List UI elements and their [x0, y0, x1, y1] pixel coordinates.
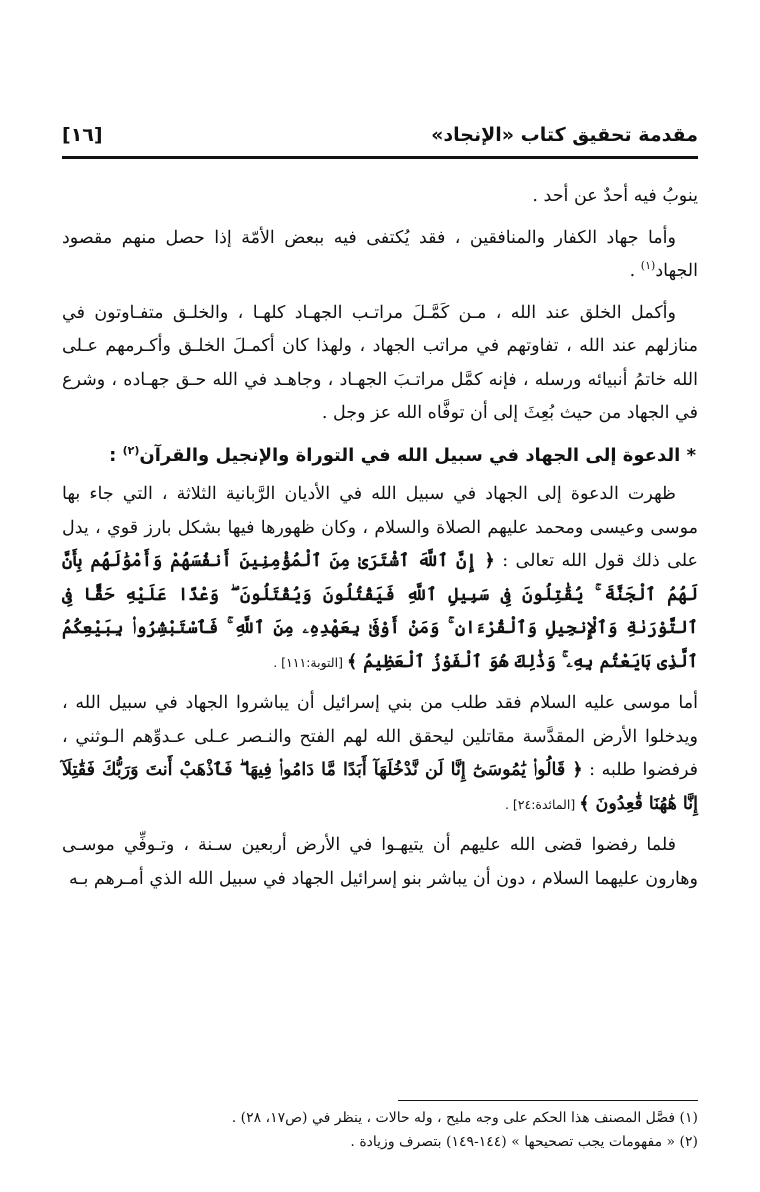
paragraph-5 [62, 687, 698, 821]
verse-reference-tawbah: [التوبة:١١١] . [273, 654, 347, 670]
header-rule [62, 156, 698, 159]
main-text [62, 180, 698, 904]
footnotes [62, 1106, 698, 1154]
paragraph-4-text: ظهرت الدعوة إلى الجهاد في سبيل الله في الأديان الرَّبانية الثلاثة ، التي جاء بها موسى وعيسى ومحمد عليهم الصلاة والسلام ، وكان ظهورها فيها بشكل بارز قوي ، يدل على ذلك قول الله تعالى : [62, 484, 698, 571]
section-heading-text: * الدعوة إلى الجهاد في سبيل الله في التوراة والإنجيل والقرآن [139, 444, 696, 466]
footnote-rule [398, 1100, 698, 1101]
footnote-marker-2: (٢) [122, 443, 140, 457]
header-title: مقدمة تحقيق كتاب «الإنجاد» [431, 124, 698, 146]
footnote-2: (٢) « مفهومات يجب تصحيحها » (١٤٤-١٤٩) بتصرف وزيادة . [350, 1134, 698, 1150]
quran-verse-maidah: ﴿ قَالُوا۟ يَٰمُوسَىٰٓ إِنَّا لَن نَّدْخُلَهَآ أَبَدًا مَّا دَامُوا۟ فِيهَا ۖ فَٱذْهَبْ أَنتَ وَرَبُّكَ فَقَٰتِلَآ إِنَّا هَٰهُنَا قَٰعِدُونَ ﴾ [62, 760, 698, 814]
paragraph-5-text: أما موسى عليه السلام فقد طلب من بني إسرائيل أن يباشروا الجهاد في سبيل الله ، ويدخلوا الأرض المقدَّسة مقاتلين ليحقق الله لهم الفتح والنـصر عـلى عـدوِّهم الـوثني ، فرفضوا طلبه : [62, 693, 698, 780]
paragraph-2 [62, 222, 698, 289]
quran-verse-tawbah: ﴿ إِنَّ ٱللَّهَ ٱشْتَرَىٰ مِنَ ٱلْمُؤْمِنِينَ أَنفُسَهُمْ وَأَمْوَٰلَهُم بِأَنَّ لَهُمُ ٱلْجَنَّةَ ۚ يُقَٰتِلُونَ فِى سَبِيلِ ٱللَّهِ فَيَقْتُلُونَ وَيُقْتَلُونَ ۖ وَعْدًا عَلَيْهِ حَقًّا فِى ٱلتَّوْرَىٰةِ وَٱلْإِنجِيلِ وَٱلْقُرْءَانِ ۚ وَمَنْ أَوْفَىٰ بِعَهْدِهِۦ مِنَ ٱللَّهِ ۚ فَٱسْتَبْشِرُوا۟ بِبَيْعِكُمُ ٱلَّذِى بَايَعْتُم بِهِۦ ۚ وَذَٰلِكَ هُوَ ٱلْفَوْزُ ٱلْعَظِيمُ ﴾ [62, 551, 698, 672]
paragraph-1 [62, 180, 698, 214]
section-heading [62, 439, 698, 473]
paragraph-2-end: . [629, 261, 641, 281]
footnote-marker-1: (١) [640, 259, 656, 273]
paragraph-4 [62, 478, 698, 679]
verse-reference-maidah: [المائدة:٢٤] . [504, 796, 580, 812]
paragraph-3-text: وأكمل الخلق عند الله ، مـن كَمَّـلَ مراتـب الجهـاد كلهـا ، والخلـق متفـاوتون في منازلهم عند الله ، تفاوتهم في مراتب الجهاد ، ولهذا كان أكمـلَ الخلـق وأكـرمهم عـلى الله خاتمُ أنبيائه ورسله ، فإنه كمَّل مراتـبَ الجهـاد ، وجاهـد في الله حـق جهـاده ، وشرع في الجهاد من حيث بُعِثَ إلى أن توفَّاه الله عز وجل . [62, 302, 698, 423]
paragraph-1-text: ينوبُ فيه أحدٌ عن أحد . [532, 186, 698, 206]
paragraph-3 [62, 297, 698, 431]
page-number: [١٦] [62, 124, 103, 146]
paragraph-2-text: وأما جهاد الكفار والمنافقين ، فقد يُكتفى فيه ببعض الأمّة إذا حصل منهم مقصود الجهاد [62, 227, 698, 281]
paragraph-6-text: فلما رفضوا قضى الله عليهم أن يتيهـوا في الأرض أربعين سـنة ، وتـوفِّي موسـى وهارون عليهما السلام ، دون أن يباشر بنو إسرائيل الجهاد في سبيل الله الذي أمـرهم بـه [62, 835, 698, 889]
footnote-1: (١) فصَّل المصنف هذا الحكم على وجه مليح ، وله حالات ، ينظر في (ص١٧، ٢٨) . [231, 1110, 698, 1126]
section-heading-end: : [109, 444, 123, 466]
paragraph-6 [62, 829, 698, 896]
running-header [62, 118, 698, 152]
